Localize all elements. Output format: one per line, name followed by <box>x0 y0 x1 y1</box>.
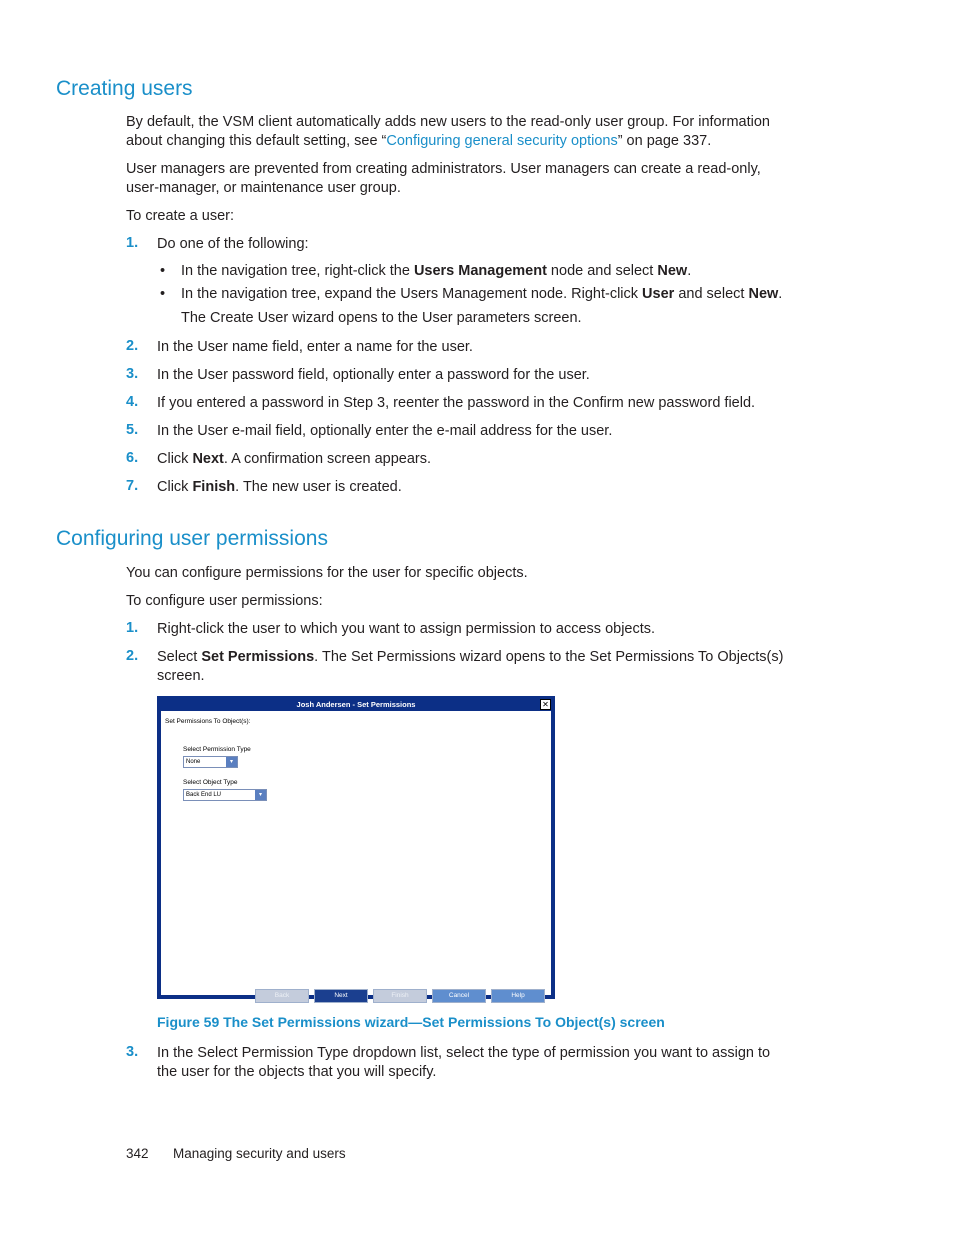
step-number: 6. <box>126 450 139 466</box>
step-number: 1. <box>126 620 139 636</box>
step-text: Select Set Permissions. The Set Permissions wizard opens to the Set Permissions To Objects(s) screen. <box>157 649 784 684</box>
step-text: In the User name field, enter a name for the user. <box>157 339 473 355</box>
security-options-link[interactable]: Configuring general security options <box>386 133 618 149</box>
step-number: 2. <box>126 648 139 664</box>
set-permissions-window <box>157 696 555 999</box>
section-heading-creating-users: Creating users <box>56 77 193 100</box>
paragraph: By default, the VSM client automatically adds new users to the read-only user group. For information about changing this default setting, see “Configuring general security options” on page 337. <box>126 114 770 149</box>
cancel-button[interactable]: Cancel <box>432 989 486 1003</box>
step-number: 1. <box>126 235 139 251</box>
figure-caption: Figure 59 The Set Permissions wizard—Set Permissions To Object(s) screen <box>157 1014 665 1030</box>
next-button[interactable]: Next <box>314 989 368 1003</box>
step-text: Right-click the user to which you want to assign permission to access objects. <box>157 621 656 637</box>
finish-button[interactable]: Finish <box>373 989 427 1003</box>
page-number: 342 <box>126 1146 149 1161</box>
section-heading-configuring-permissions: Configuring user permissions <box>56 527 328 550</box>
form-heading: Set Permissions To Object(s): <box>165 718 251 725</box>
chevron-down-icon: ▾ <box>226 757 237 767</box>
paragraph: User managers are prevented from creating administrators. User managers can create a read-only, user-manager, or maintenance user group. <box>126 161 761 196</box>
step-number: 3. <box>126 366 139 382</box>
step-text: If you entered a password in Step 3, reenter the password in the Confirm new password field. <box>157 395 756 411</box>
step-number: 2. <box>126 338 139 354</box>
window-body <box>161 711 551 999</box>
close-icon[interactable]: ✕ <box>540 699 551 710</box>
bullet-icon: • <box>160 286 166 302</box>
list-item: In the navigation tree, right-click the Users Management node and select New. <box>181 263 692 279</box>
step-number: 3. <box>126 1044 139 1060</box>
paragraph: The Create User wizard opens to the User parameters screen. <box>181 310 582 326</box>
object-type-select[interactable]: Back End LU ▾ <box>183 789 267 801</box>
help-button[interactable]: Help <box>491 989 545 1003</box>
permission-type-select[interactable]: None ▾ <box>183 756 238 768</box>
paragraph: To create a user: <box>126 208 234 224</box>
step-text: In the User password field, optionally enter a password for the user. <box>157 367 590 383</box>
footer-title: Managing security and users <box>173 1146 346 1161</box>
step-number: 7. <box>126 478 139 494</box>
back-button[interactable]: Back <box>255 989 309 1003</box>
paragraph: To configure user permissions: <box>126 593 323 609</box>
window-title: Josh Andersen - Set Permissions <box>296 700 416 709</box>
step-text: Click Next. A confirmation screen appears. <box>157 451 432 467</box>
paragraph: You can configure permissions for the user for specific objects. <box>126 565 528 581</box>
list-item: In the navigation tree, expand the Users Management node. Right-click User and select New. <box>181 286 783 302</box>
step-text: In the User e-mail field, optionally enter the e-mail address for the user. <box>157 423 613 439</box>
step-number: 4. <box>126 394 139 410</box>
step-text: Click Finish. The new user is created. <box>157 479 402 495</box>
step-text: Do one of the following: <box>157 236 309 252</box>
object-type-label: Select Object Type <box>183 779 238 786</box>
step-text: In the Select Permission Type dropdown list, select the type of permission you want to assign to the user for the objects that you will specify. <box>157 1045 771 1080</box>
chevron-down-icon: ▾ <box>255 790 266 800</box>
bullet-icon: • <box>160 263 166 279</box>
step-number: 5. <box>126 422 139 438</box>
permission-type-label: Select Permission Type <box>183 746 251 753</box>
